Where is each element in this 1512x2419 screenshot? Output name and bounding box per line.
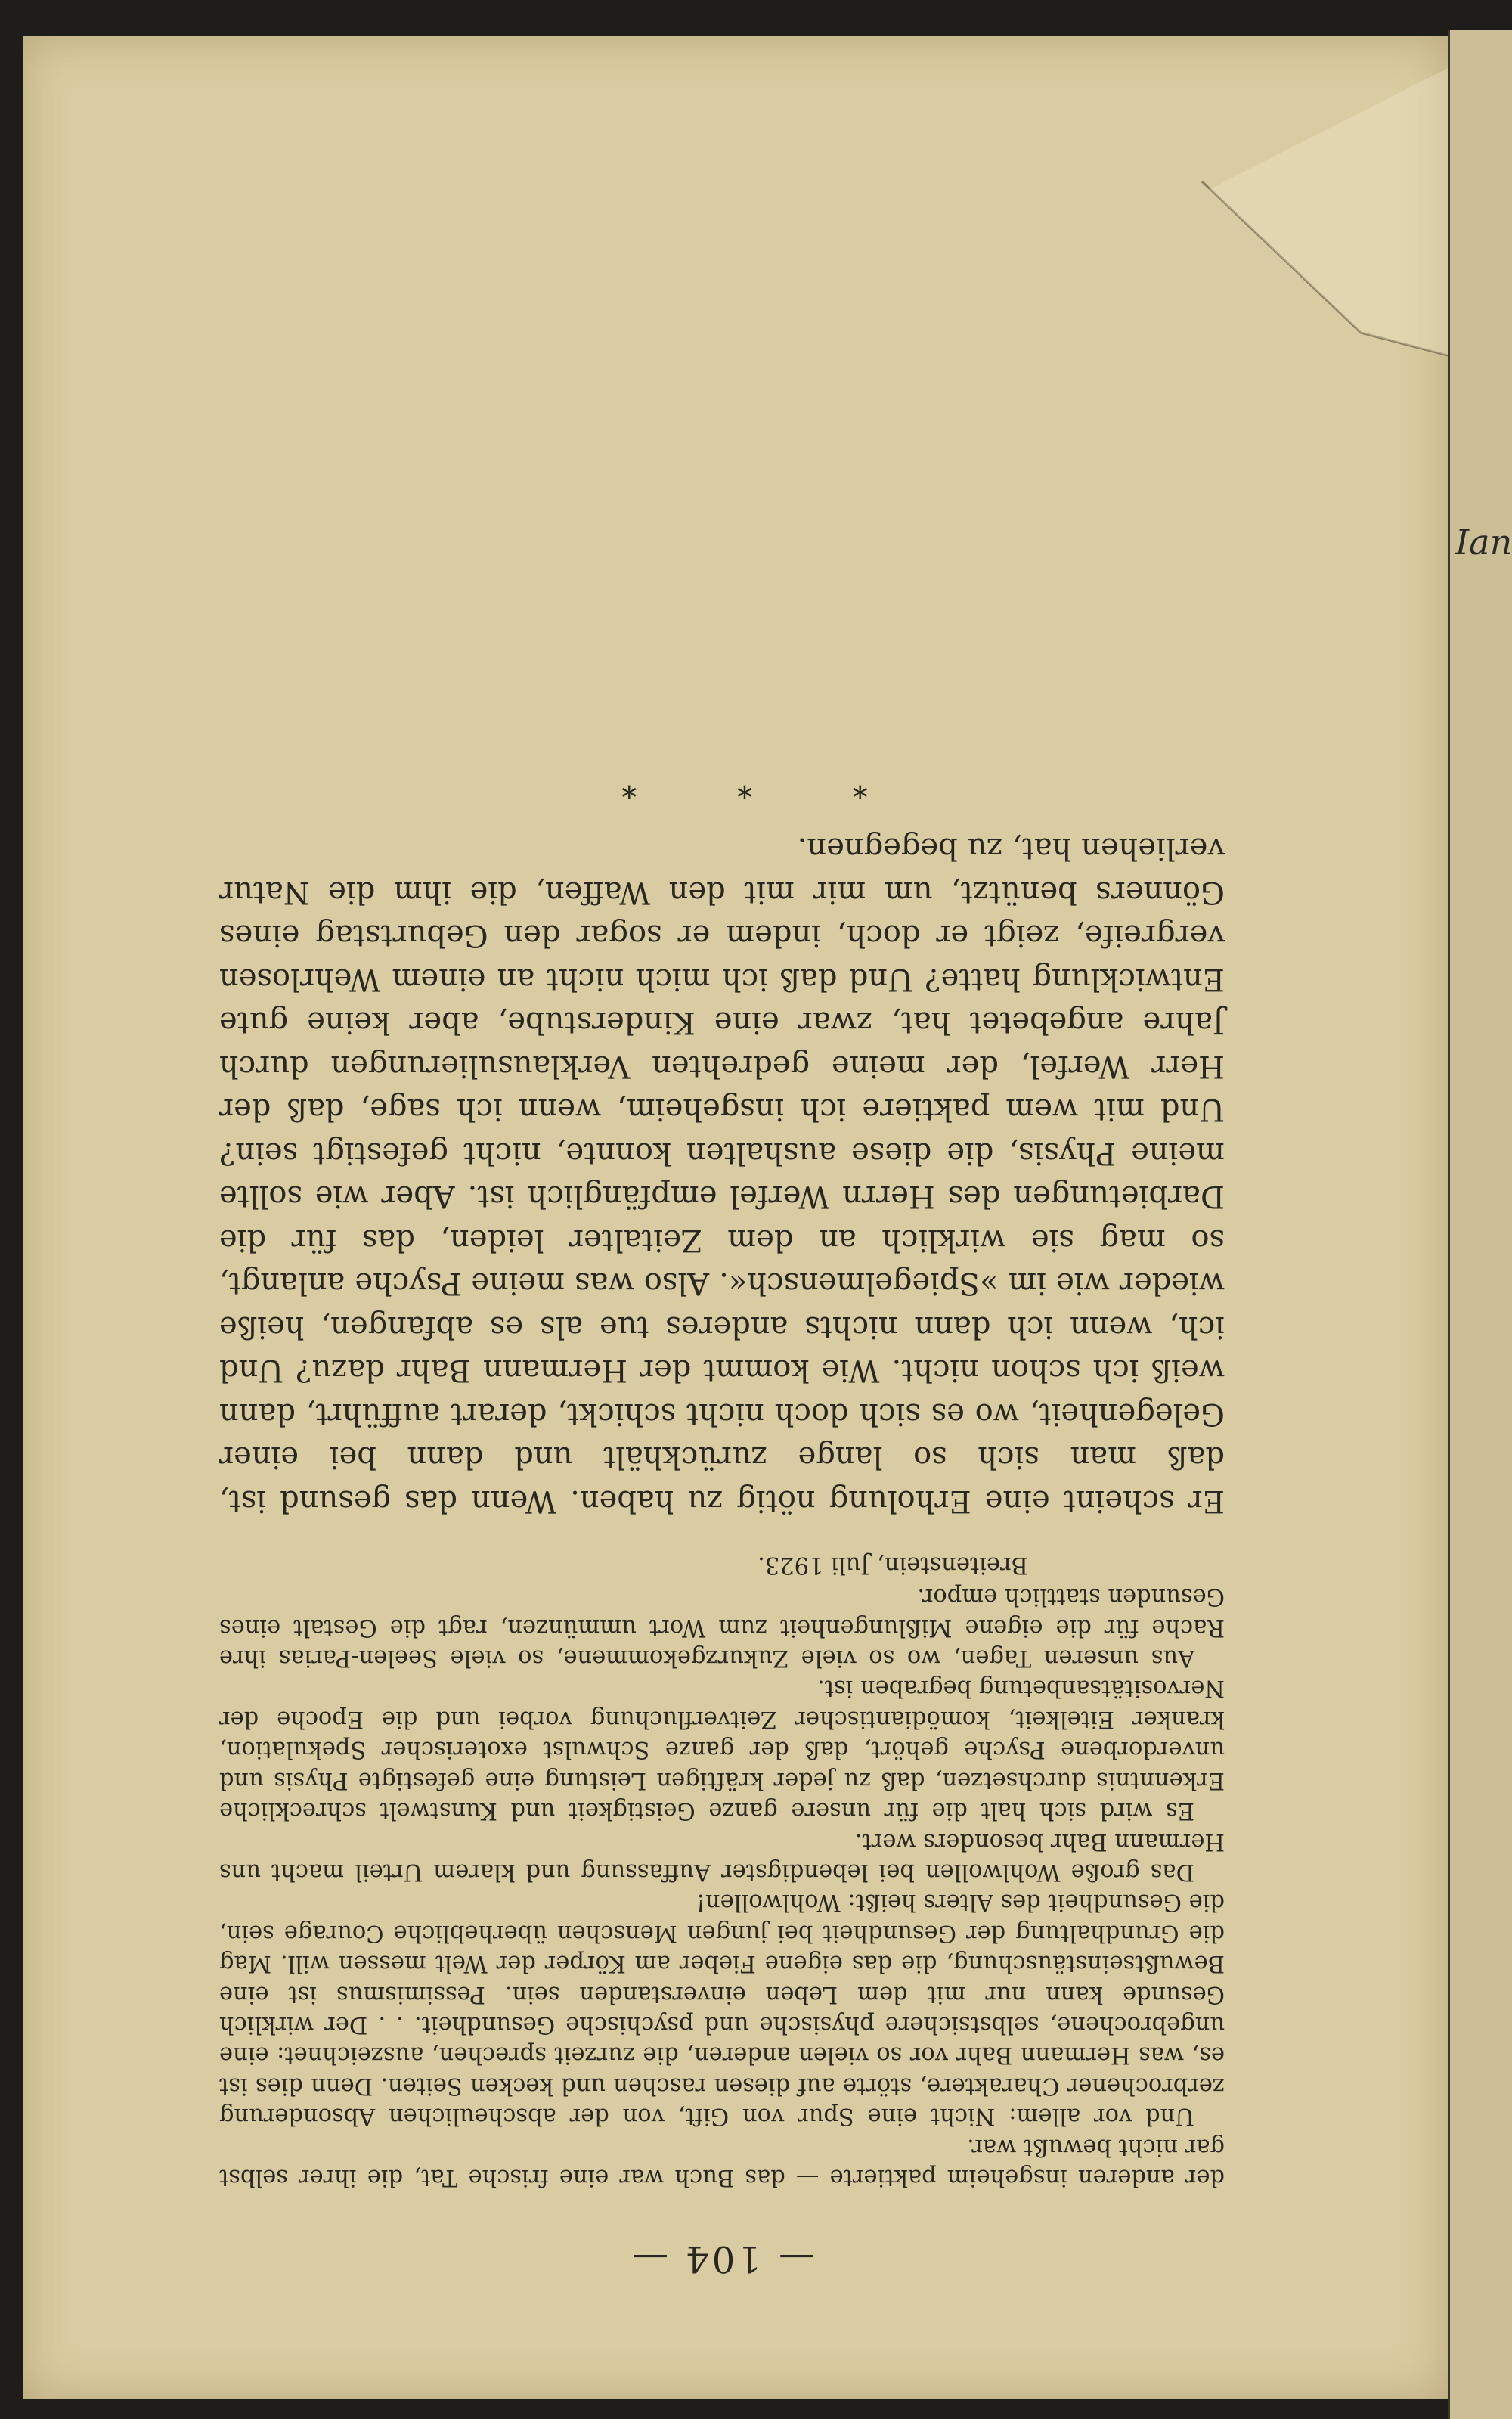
quoted-essay-text <box>219 1549 1225 2192</box>
paragraph: Es wird sich halt die für unsere ganze Geistigkeit und Kunstwelt schreckliche Erkenntnis durchsetzen, daß zu jeder kräftigen Leistung eine gefestigte Physis und unverdorbene Psyche gehört, daß der ganze Schwulst exoterischer Spekulation, kranker Eitelkeit, komödiantischer Zeitverfluchung vorbei und die Epoche der Nervositätsanbetung begraben ist. <box>219 1675 1225 1825</box>
page-number: — 104 — <box>628 2238 816 2280</box>
paragraph: Das große Wohlwollen bei lebendigster Auffassung und klarem Urteil macht uns Hermann Bahr besonders wert. <box>219 1828 1225 1885</box>
commentary-text <box>219 826 1225 1522</box>
paragraph: der anderen insgeheim paktierte — das Buch war eine frische Tat, die ihrer selbst gar nicht bewußt war. <box>219 2133 1225 2191</box>
paragraph: Und vor allem: Nicht eine Spur von Gift, von der abscheulichen Absonderung zerbrochener Charaktere, störte auf diesen raschen und kecken Seiten. Denn dies ist es, was Hermann Bahr vor so vielen anderen, die zurzeit sprechen, auszeichnet: eine ungebrochene, selbstsichere physische und psychische Gesundheit. . . Der wirklich Gesunde kann nur mit dem Leben einverstanden sein. Pessimismus ist eine Bewußtseinstäuschung, die das eigene Fieber am Körper der Welt messen will. Mag die Grundhaltung der Gesundheit bei jungen Menschen überhebliche Courage sein, die Gesundheit des Alters heißt: Wohlwollen! <box>219 1889 1225 2130</box>
handwritten-margin-note: Ian <box>1455 522 1512 563</box>
next-page-edge <box>1448 30 1512 2419</box>
page-text-block <box>219 556 1225 2280</box>
paragraph: Aus unseren Tagen, wo so viele Zukurzgekommene, so viele Seelen-Parias ihre Rache für die eigene Mißlungenheit zum Wort ummünzen, ragt die Gestalt eines Gesunden stattlich empor. <box>219 1583 1225 1672</box>
section-separator: * * * <box>576 768 868 804</box>
paragraph: Er scheint eine Erholung nötig zu haben. Wenn das gesund ist, daß man sich so lange zurückhält und dann bei einer Gelegenheit, wo es sich doch nicht schickt, derart aufführt, dann weiß ich schon nicht. Wie kommt der Hermann Bahr dazu? Und ich, wenn ich dann nichts anderes tue als es abfangen, heiße wieder wie im »Spiegelmensch«. Also was meine Psyche anlangt, so mag sie wirklich an dem Zeitalter leiden, das für die Darbietungen des Herrn Werfel empfänglich ist. Aber wie sollte meine Physis, die diese aushalten konnte, nicht gefestigt sein? Und mit wem paktiere ich insgeheim, wenn ich sage, daß der Herr Werfel, der meine gedrehten Verklausulierungen durch Jahre angebetet hat, zwar eine Kinderstube, aber keine gute Entwicklung hatte? Und daß ich mich nicht an einem Wehrlosen vergreife, zeigt er doch, indem er sogar den Geburtstag eines Gönners benützt, um mir mit den Waffen, die ihm die Natur verliehen hat, zu begegnen. <box>219 831 1225 1518</box>
dateline: Breitenstein, Juli 1923. <box>758 1551 1028 1578</box>
